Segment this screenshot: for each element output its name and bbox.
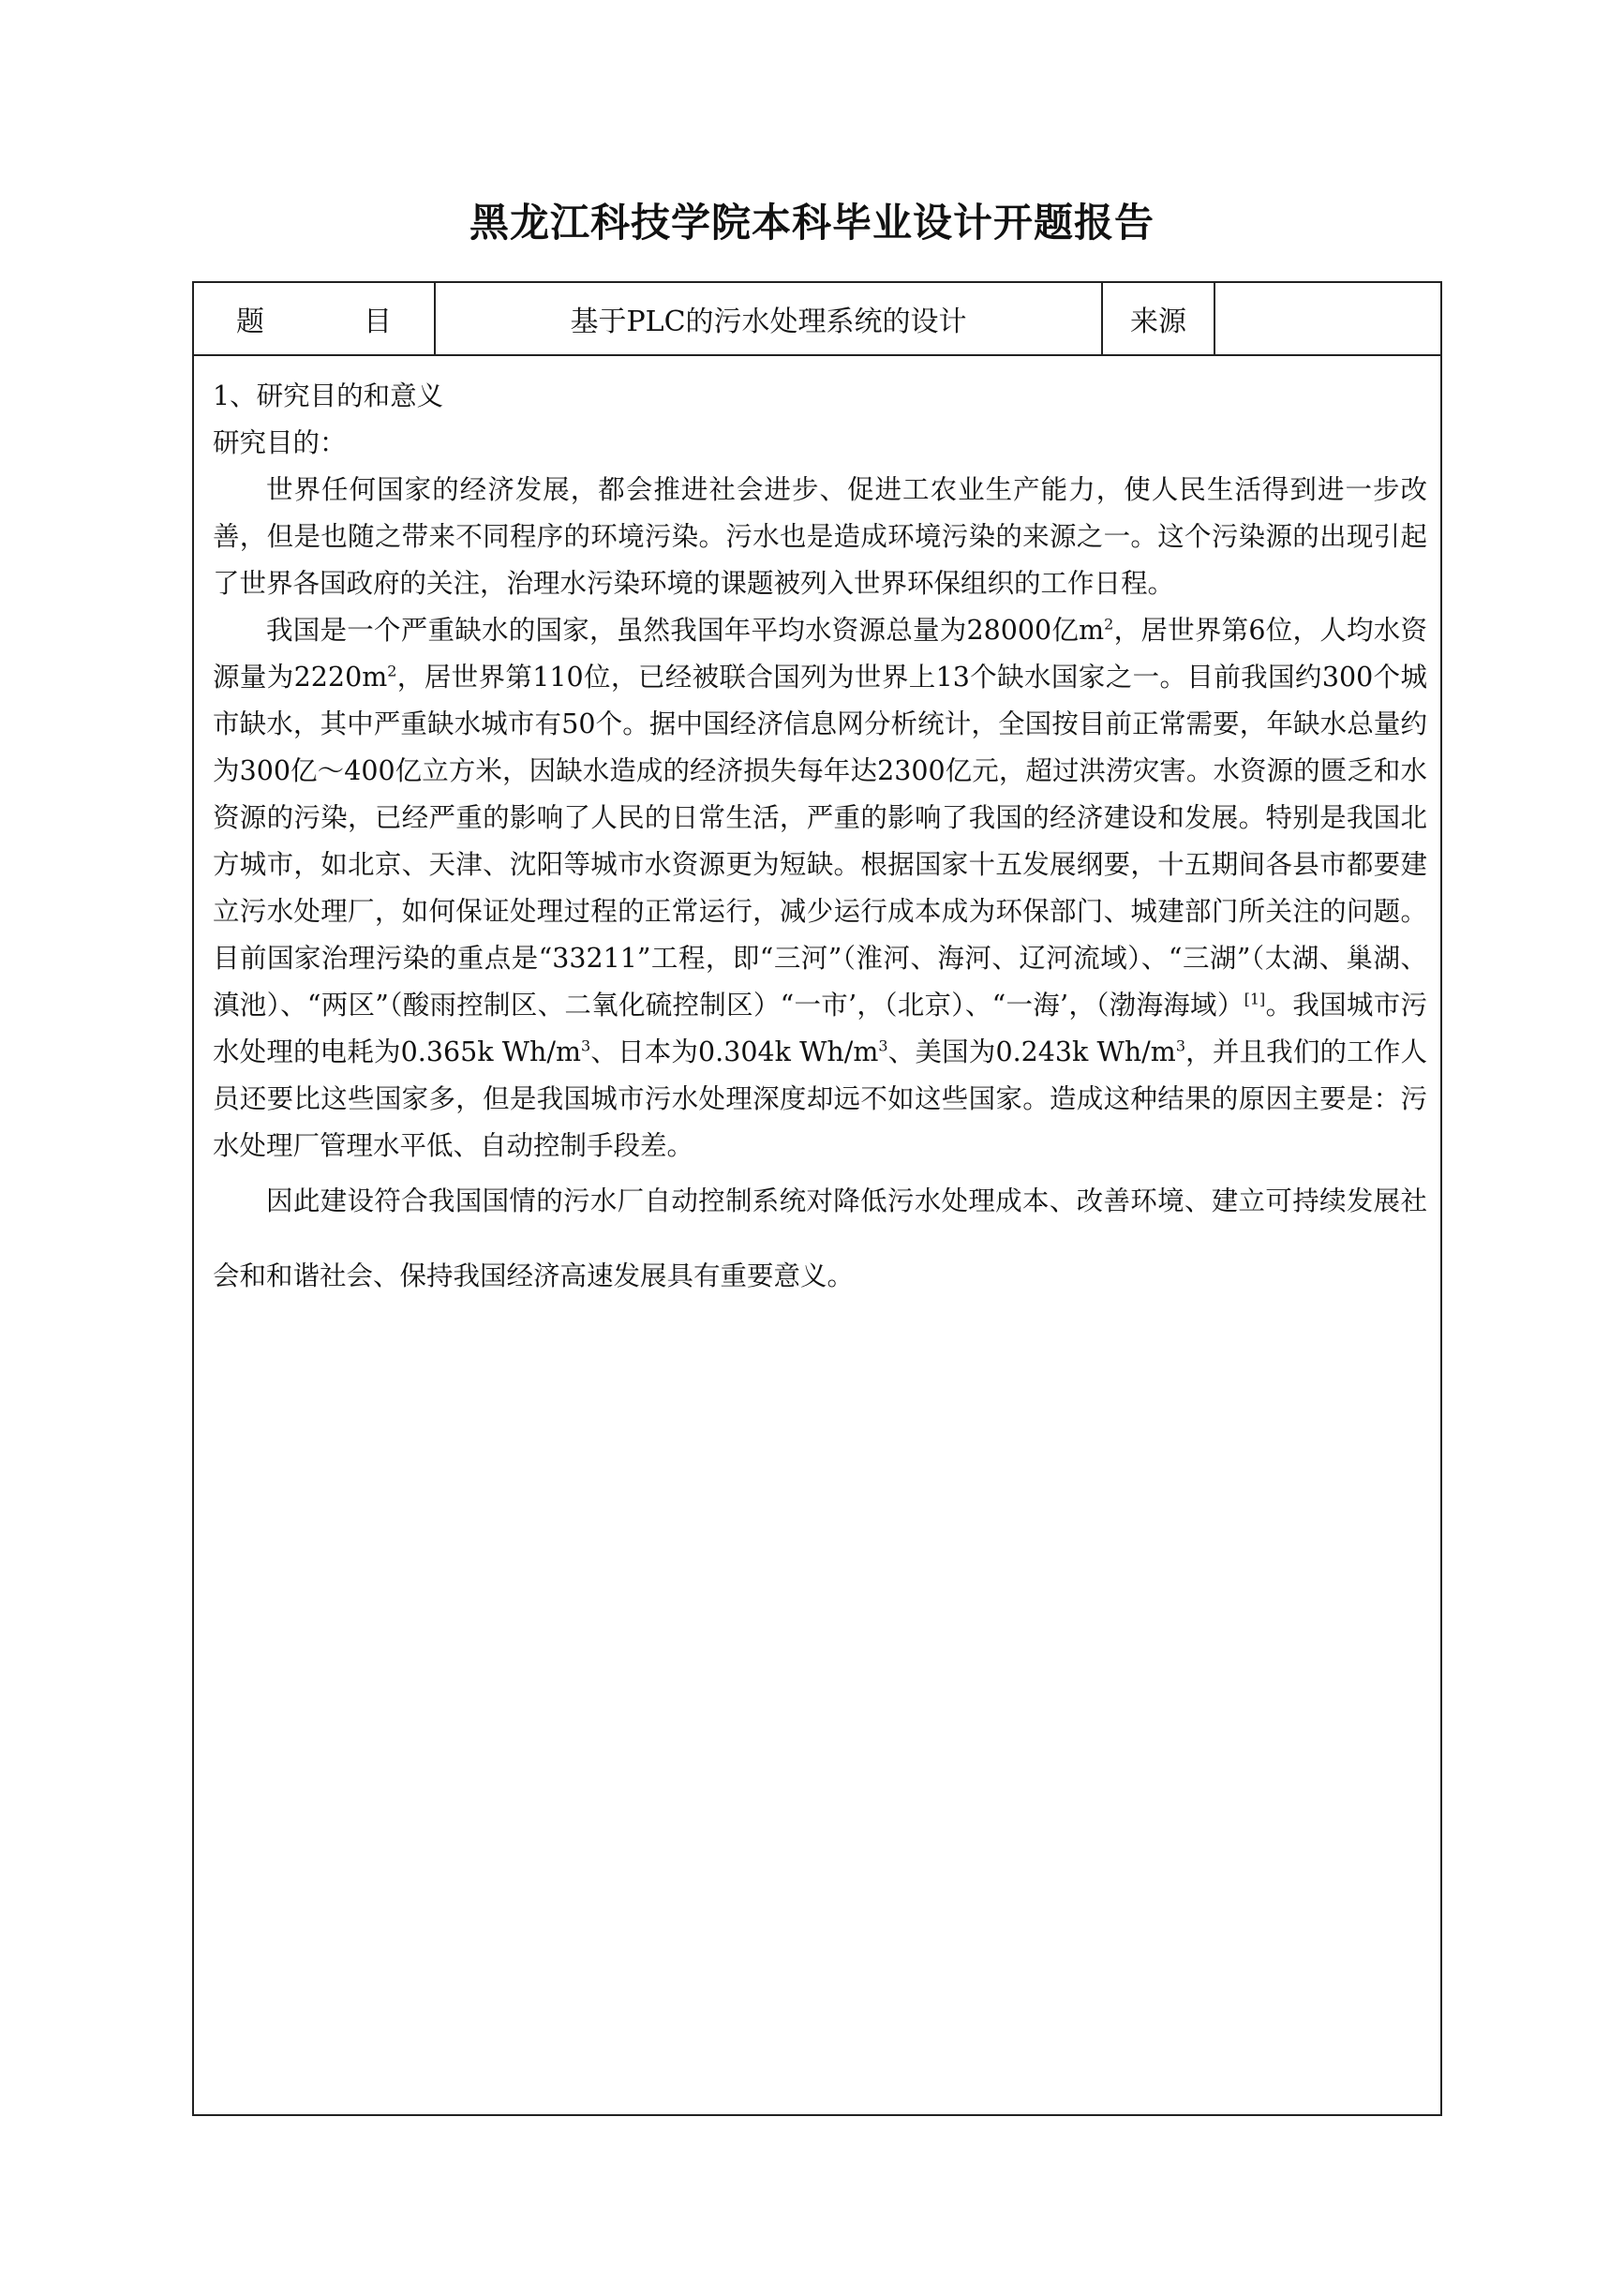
report-form xyxy=(192,281,1442,2116)
section-heading: 1、研究目的和意义 xyxy=(213,380,444,411)
paragraph-3: 因此建设符合我国国情的污水厂自动控制系统对降低污水处理成本、改善环境、建立可持续发展社会和和谐社会、保持我国经济高速发展具有重要意义。 xyxy=(213,1185,1427,1291)
p2-text-g: ，并且我们的工作人员还要比这些国家多，但是我国城市污水处理深度却远不如这些国家。造成这种结果的原因主要是：污水处理厂管理水平低、自动控制手段差。 xyxy=(213,1036,1427,1161)
p2-text-c: ，居世界第110位，已经被联合国列为世界上13个缺水国家之一。目前我国约300个城市缺水，其中严重缺水城市有50个。据中国经济信息网分析统计，全国按目前正常需要，年缺水总量约为300亿～400亿立方米，因缺水造成的经济损失每年达2300亿元，超过洪涝灾害。水资源的匮乏和水资源的污染，已经严重的影响了人民的日常生活，严重的影响了我国的经济建设和发展。特别是我国北方城市，如北京、天津、沈阳等城市水资源更为短缺。根据国家十五发展纲要，十五期间各县市都要建立污水处理厂，如何保证处理过程的正常运行，减少运行成本成为环保部门、城建部门所关注的问题。目前国家治理污染的重点是“33211”工程，即“三河”（淮河、海河、辽河流域）、“三湖”（太湖、巢湖、滇池）、“两区”（酸雨控制区、二氧化硫控制区）“一市’，（北京）、“一海’，（渤海海域） xyxy=(213,662,1427,1021)
p2-sup-d: 3 xyxy=(581,1036,591,1055)
content-body xyxy=(213,373,1427,1314)
topic-label: 题 目 xyxy=(194,283,436,354)
topic-value: 基于PLC的污水处理系统的设计 xyxy=(436,283,1103,354)
p2-sup-a: 2 xyxy=(1104,615,1114,634)
p2-sup-f: 3 xyxy=(1175,1036,1185,1055)
p2-text-f: 、美国为0.243k Wh/m xyxy=(887,1036,1176,1067)
page-title: 黑龙江科技学院本科毕业设计开题报告 xyxy=(469,200,1155,246)
paragraph-1: 世界任何国家的经济发展，都会推进社会进步、促进工农业生产能力，使人民生活得到进一步改善，但是也随之带来不同程序的环境污染。污水也是造成环境污染的来源之一。这个污染源的出现引起了世界各国政府的关注，治理水污染环境的课题被列入世界环保组织的工作日程。 xyxy=(213,474,1427,599)
paragraph-2 xyxy=(213,607,1427,1170)
citation-ref: [1] xyxy=(1244,990,1266,1008)
p2-sup-e: 3 xyxy=(878,1036,888,1055)
p2-text-a: 我国是一个严重缺水的国家，虽然我国年平均水资源总量为28000亿m xyxy=(266,615,1105,646)
subheading: 研究目的： xyxy=(213,427,347,458)
header-row xyxy=(194,283,1440,356)
source-value xyxy=(1215,283,1442,354)
p2-text-e: 、日本为0.304k Wh/m xyxy=(590,1036,879,1067)
p2-sup-b: 2 xyxy=(387,662,397,680)
source-label: 来源 xyxy=(1103,283,1215,354)
p2-text-b: ，居世界第6位，人均水资源量为2220m xyxy=(213,615,1427,693)
p2-text-d: 。我国城市污水处理的电耗为0.365k Wh/m xyxy=(213,990,1427,1067)
